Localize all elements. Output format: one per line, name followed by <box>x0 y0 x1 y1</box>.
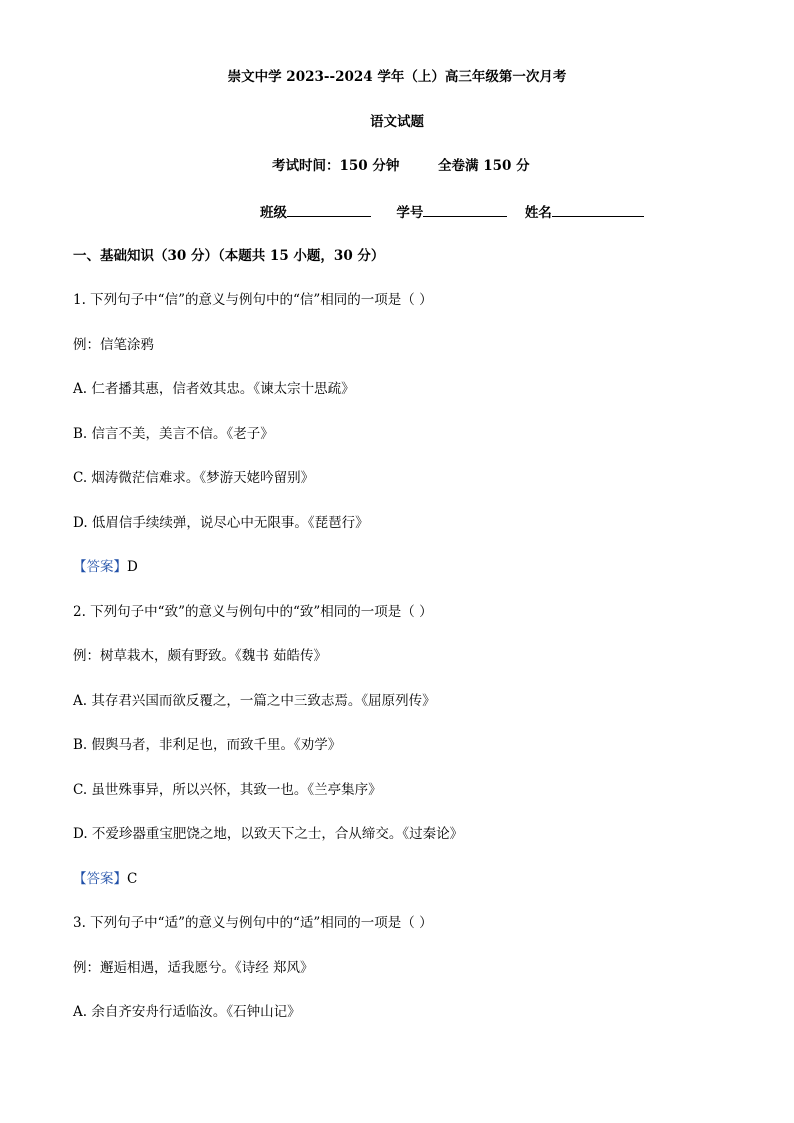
answer-value: D <box>127 559 138 575</box>
class-blank <box>287 202 371 217</box>
answer-line <box>73 870 137 888</box>
question-example: 例：树草栽木，颇有野致。《魏书 茹皓传》 <box>73 648 328 664</box>
answer-value: C <box>127 871 138 887</box>
question-option: A. 其存君兴国而欲反覆之，一篇之中三致志焉。《屈原列传》 <box>73 693 436 709</box>
exam-title: 崇文中学 2023--2024 学年（上）高三年级第一次月考 <box>227 69 567 85</box>
question-option: A. 仁者播其惠，信者效其忠。《谏太宗十思疏》 <box>73 381 355 397</box>
question-stem: 2. 下列句子中“致”的意义与例句中的“致”相同的一项是（ ） <box>73 604 433 620</box>
question-option: D. 低眉信手续续弹，说尽心中无限事。《琵琶行》 <box>73 515 369 531</box>
question-stem: 1. 下列句子中“信”的意义与例句中的“信”相同的一项是（ ） <box>73 292 433 308</box>
question-option: D. 不爱珍器重宝肥饶之地，以致天下之士，合从缔交。《过秦论》 <box>73 826 464 842</box>
question-option: C. 烟涛微茫信难求。《梦游天姥吟留别》 <box>73 470 315 486</box>
question-option: B. 假舆马者，非利足也，而致千里。《劝学》 <box>73 737 342 753</box>
exam-time: 考试时间：150 分钟 <box>272 158 400 174</box>
answer-tag: 【答案】 <box>73 871 127 887</box>
class-label: 班级 <box>260 205 287 221</box>
id-blank <box>423 202 507 217</box>
id-label: 学号 <box>396 205 424 221</box>
question-example: 例：邂逅相遇，适我愿兮。《诗经 郑风》 <box>73 960 314 976</box>
name-label: 姓名 <box>524 205 552 221</box>
student-info-row <box>260 202 644 222</box>
answer-tag: 【答案】 <box>73 559 127 575</box>
question-example: 例：信笔涂鸦 <box>73 337 154 353</box>
question-option: A. 余自齐安舟行适临汝。《石钟山记》 <box>73 1004 301 1020</box>
question-option: B. 信言不美，美言不信。《老子》 <box>73 426 274 442</box>
full-score: 全卷满 150 分 <box>438 158 530 174</box>
answer-line <box>73 558 138 576</box>
exam-subject: 语文试题 <box>370 114 424 130</box>
question-option: C. 虽世殊事异，所以兴怀，其致一也。《兰亭集序》 <box>73 782 382 798</box>
question-stem: 3. 下列句子中“适”的意义与例句中的“适”相同的一项是（ ） <box>73 915 433 931</box>
name-blank <box>552 202 644 217</box>
section-title: 一、基础知识（30 分）（本题共 15 小题，30 分） <box>73 248 385 264</box>
